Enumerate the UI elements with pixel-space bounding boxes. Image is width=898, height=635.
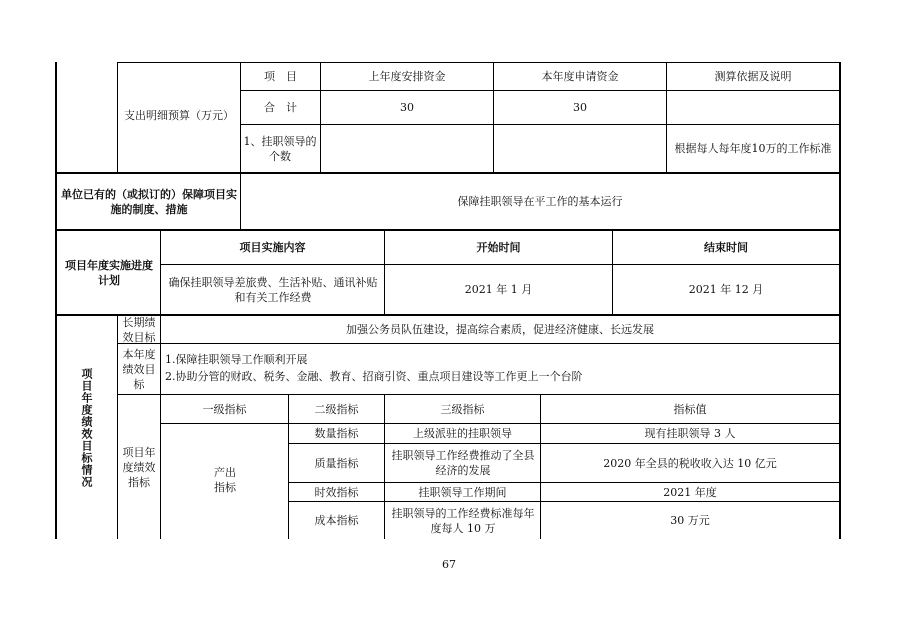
schedule-header-content: 项目实施内容 [239, 241, 306, 254]
schedule-row-content: 确保挂职领导差旅费、生活补贴、通讯补贴和有关工作经费 [168, 275, 378, 304]
indicator-row-time-l3: 挂职领导工作期间 [418, 485, 507, 499]
indicator-row-quantity-l3: 上级派驻的挂职领导 [413, 427, 512, 440]
indicator-row-time-l2: 时效指标 [314, 485, 359, 499]
indicator-header-l1: 一级指标 [202, 402, 247, 416]
budget-row1-basis: 根据每人每年度10万的工作标准 [674, 142, 832, 155]
indicator-row-quality-l3: 挂职领导工作经费推动了全县经济的发展 [391, 449, 535, 477]
indicator-header-value: 指标值 [673, 402, 707, 416]
annual-goal-label: 本年度绩效目标 [122, 347, 156, 391]
indicator-row-quantity-value: 现有挂职领导 3 人 [644, 427, 736, 440]
indicator-row-cost-l2: 成本指标 [314, 514, 359, 527]
budget-total-basis [667, 91, 839, 124]
annual-goal-line1: 1.保障挂职领导工作顺利开展 [165, 352, 308, 366]
indicators-label: 项目年度绩效指标 [122, 445, 156, 489]
budget-header-this-year: 本年度申请资金 [541, 70, 619, 83]
schedule-header-start: 开始时间 [476, 241, 521, 254]
system-value: 保障挂职领导在平工作的基本运行 [457, 195, 623, 208]
schedule-header-end: 结束时间 [704, 241, 748, 254]
budget-row1-last-year [321, 125, 493, 172]
system-label: 单位已有的（或拟订的）保障项目实施的制度、措施 [61, 187, 237, 216]
budget-total-label: 合 计 [264, 101, 297, 114]
indicator-row-quality-l2: 质量指标 [314, 456, 359, 470]
indicator-row-quality-value: 2020 年全县的税收收入达 10 亿元 [603, 456, 777, 470]
indicator-header-l3: 三级指标 [440, 402, 485, 416]
annual-goal-line2: 2.协助分管的财政、税务、金融、教育、招商引资、重点项目建设等工作更上一个台阶 [165, 369, 583, 383]
long-term-value: 加强公务员队伍建设，提高综合素质，促进经济健康、长远发展 [346, 323, 654, 336]
output-indicator-label: 产出指标 [214, 466, 236, 494]
budget-row1-this-year [494, 125, 666, 172]
schedule-row-end: 2021 年 12 月 [688, 283, 764, 296]
indicator-header-l2: 二级指标 [314, 402, 359, 416]
indicator-row-time-value: 2021 年度 [663, 485, 717, 499]
goals-label: 项目年度绩效目标情况 [80, 367, 93, 488]
indicator-row-cost-value: 30 万元 [670, 514, 710, 527]
schedule-row-start: 2021 年 1 月 [464, 283, 533, 296]
indicator-row-quantity-l2: 数量指标 [314, 427, 359, 440]
budget-total-this-year: 30 [573, 101, 587, 114]
budget-header-last-year: 上年度安排资金 [368, 70, 446, 83]
budget-header-basis: 测算依据及说明 [714, 70, 792, 83]
budget-label: 支出明细预算（万元） [124, 108, 234, 122]
budget-row1-label: 1、挂职领导的个数 [243, 134, 317, 163]
budget-header-item: 项 目 [264, 70, 297, 83]
budget-total-last-year: 30 [400, 101, 414, 114]
schedule-label: 项目年度实施进度计划 [65, 258, 153, 287]
indicator-row-cost-l3: 挂职领导的工作经费标准每年度每人 10 万 [391, 506, 535, 535]
page-number: 67 [442, 558, 456, 571]
long-term-label: 长期绩效目标 [122, 315, 156, 344]
